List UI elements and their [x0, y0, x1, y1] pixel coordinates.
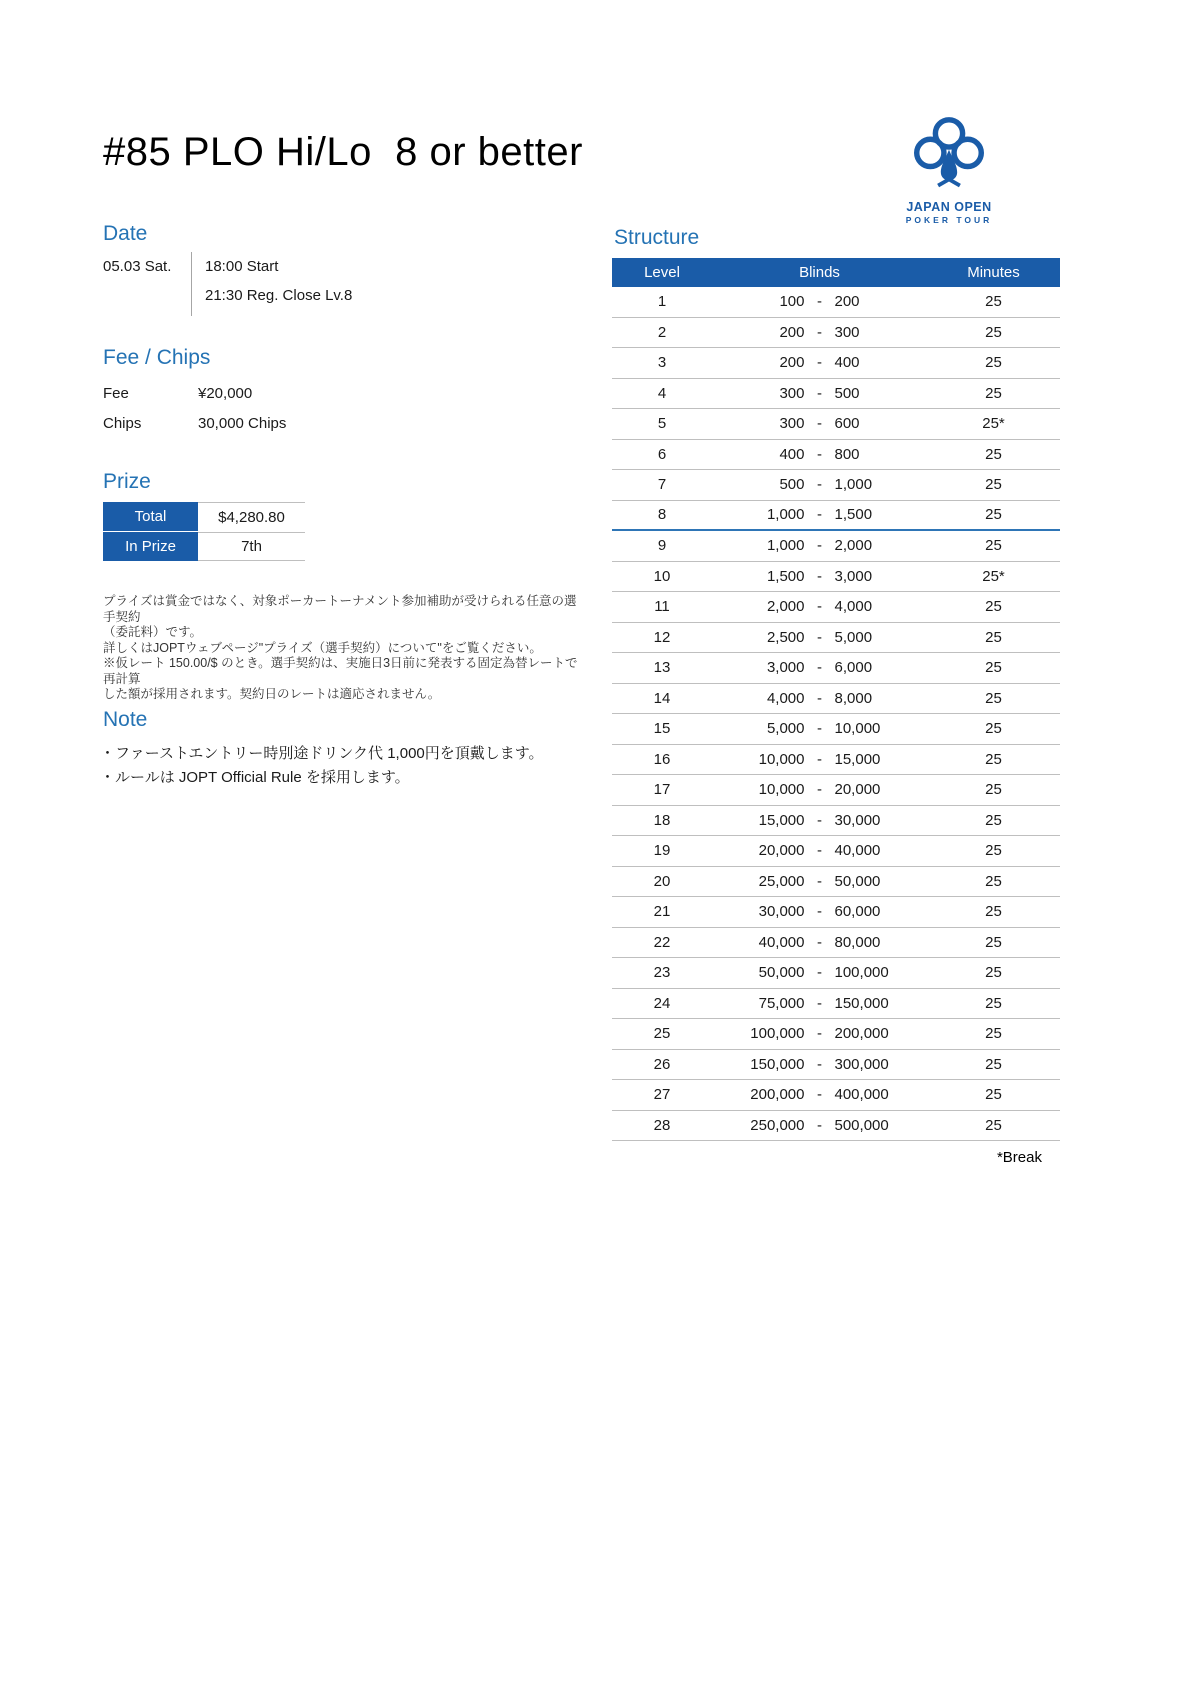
structure-level-row — [612, 592, 1060, 623]
blinds-dash: - — [817, 750, 822, 768]
blinds-dash: - — [817, 415, 822, 433]
big-blind: 6,000 — [834, 659, 873, 677]
big-blind: 1,000 — [834, 476, 873, 494]
small-blind: 2,500 — [766, 628, 805, 646]
big-blind: 2,000 — [834, 537, 873, 555]
structure-level-row — [612, 836, 1060, 867]
prize-inprize-value: 7th — [198, 532, 305, 561]
level-number: 17 — [653, 781, 671, 799]
level-number: 8 — [657, 506, 667, 524]
date-heading: Date — [103, 222, 148, 245]
structure-table — [612, 258, 1060, 1166]
blinds-cell — [712, 751, 927, 768]
note-heading: Note — [103, 708, 148, 731]
level-number: 18 — [653, 811, 671, 829]
minutes-value: 25 — [985, 689, 1002, 707]
blinds-cell — [712, 476, 927, 493]
minutes-value: 25 — [985, 1055, 1002, 1073]
small-blind: 250,000 — [750, 1116, 805, 1134]
small-blind: 300 — [779, 384, 805, 402]
big-blind: 1,500 — [834, 506, 873, 524]
big-blind: 600 — [834, 415, 860, 433]
blinds-cell — [712, 934, 927, 951]
structure-level-row — [612, 684, 1060, 715]
structure-level-row — [612, 989, 1060, 1020]
blinds-dash: - — [817, 537, 822, 555]
column-header-minutes: Minutes — [967, 264, 1020, 281]
small-blind: 75,000 — [758, 994, 805, 1012]
level-number: 5 — [657, 415, 667, 433]
blinds-cell — [712, 690, 927, 707]
blinds-dash: - — [817, 964, 822, 982]
note-item: ・ルールは JOPT Official Rule を採用します。 — [100, 769, 410, 786]
big-blind: 20,000 — [834, 781, 881, 799]
minutes-value: 25 — [985, 1025, 1002, 1043]
structure-level-row — [612, 745, 1060, 776]
blinds-dash: - — [817, 720, 822, 738]
structure-level-row — [612, 562, 1060, 593]
fee-chips-heading: Fee / Chips — [103, 346, 211, 369]
structure-level-row — [612, 1019, 1060, 1050]
jopt-logo — [893, 114, 1005, 225]
blinds-cell — [712, 873, 927, 890]
level-number: 28 — [653, 1116, 671, 1134]
blinds-cell — [712, 1086, 927, 1103]
blinds-dash: - — [817, 1055, 822, 1073]
big-blind: 400,000 — [834, 1086, 889, 1104]
blinds-cell — [712, 629, 927, 646]
disclaimer-line: 詳しくはJOPTウェブページ"プライズ（選手契約）について"をご覧ください。 — [103, 640, 542, 655]
level-number: 11 — [654, 598, 670, 616]
level-number: 13 — [653, 659, 671, 677]
blinds-dash: - — [817, 689, 822, 707]
minutes-value: 25 — [985, 445, 1002, 463]
structure-level-row — [612, 1050, 1060, 1081]
small-blind: 1,000 — [766, 506, 805, 524]
small-blind: 10,000 — [758, 781, 805, 799]
level-number: 4 — [657, 384, 667, 402]
chips-label: Chips — [103, 414, 142, 432]
minutes-value: 25 — [985, 842, 1002, 860]
fee-chips-block — [103, 378, 403, 438]
big-blind: 800 — [834, 445, 860, 463]
disclaimer-line: ※仮レート 150.00/$ のとき。選手契約は、実施日3日前に発表する固定為替レートで再計算 — [103, 656, 578, 686]
minutes-value: 25 — [985, 750, 1002, 768]
blinds-cell — [712, 537, 927, 554]
blinds-dash: - — [817, 476, 822, 494]
blinds-dash: - — [817, 445, 822, 463]
big-blind: 200,000 — [834, 1025, 889, 1043]
blinds-dash: - — [817, 384, 822, 402]
big-blind: 80,000 — [834, 933, 881, 951]
column-header-level: Level — [644, 264, 680, 281]
blinds-cell — [712, 1117, 927, 1134]
level-number: 2 — [657, 323, 667, 341]
big-blind: 300 — [834, 323, 860, 341]
level-number: 26 — [653, 1055, 671, 1073]
blinds-dash: - — [817, 628, 822, 646]
blinds-cell — [712, 659, 927, 676]
minutes-value: 25* — [982, 567, 1005, 585]
blinds-cell — [712, 720, 927, 737]
blinds-dash: - — [817, 1086, 822, 1104]
prize-total-value: $4,280.80 — [198, 502, 305, 531]
prize-inprize-label: In Prize — [103, 532, 198, 561]
small-blind: 5,000 — [766, 720, 805, 738]
structure-level-row — [612, 623, 1060, 654]
level-number: 22 — [653, 933, 671, 951]
minutes-value: 25 — [985, 994, 1002, 1012]
page-title: #85 PLO Hi/Lo 8 or better — [103, 130, 583, 174]
blinds-cell — [712, 415, 927, 432]
blinds-cell — [712, 903, 927, 920]
blinds-dash: - — [817, 293, 822, 311]
structure-level-row — [612, 470, 1060, 501]
big-blind: 5,000 — [834, 628, 873, 646]
blinds-dash: - — [817, 506, 822, 524]
minutes-value: 25 — [985, 506, 1002, 524]
big-blind: 40,000 — [834, 842, 881, 860]
small-blind: 300 — [779, 415, 805, 433]
prize-heading: Prize — [103, 470, 151, 493]
blinds-cell — [712, 781, 927, 798]
minutes-value: 25 — [985, 720, 1002, 738]
small-blind: 500 — [779, 476, 805, 494]
blinds-cell — [712, 385, 927, 402]
small-blind: 200 — [779, 323, 805, 341]
blinds-cell — [712, 995, 927, 1012]
small-blind: 150,000 — [750, 1055, 805, 1073]
date-times — [191, 252, 352, 316]
big-blind: 150,000 — [834, 994, 889, 1012]
blinds-cell — [712, 446, 927, 463]
minutes-value: 25 — [985, 384, 1002, 402]
level-number: 14 — [653, 689, 671, 707]
structure-heading: Structure — [614, 226, 700, 249]
date-block — [103, 252, 352, 316]
small-blind: 15,000 — [758, 811, 805, 829]
structure-level-row — [612, 806, 1060, 837]
start-time: 18:00 Start — [205, 258, 279, 275]
small-blind: 30,000 — [758, 903, 805, 921]
blinds-dash: - — [817, 1025, 822, 1043]
big-blind: 3,000 — [834, 567, 873, 585]
blinds-dash: - — [817, 659, 822, 677]
big-blind: 30,000 — [834, 811, 881, 829]
structure-level-row — [612, 928, 1060, 959]
big-blind: 10,000 — [834, 720, 881, 738]
big-blind: 60,000 — [834, 903, 881, 921]
minutes-value: 25 — [985, 1086, 1002, 1104]
prize-disclaimer — [103, 594, 581, 703]
minutes-value: 25 — [985, 933, 1002, 951]
minutes-value: 25 — [985, 811, 1002, 829]
blinds-dash: - — [817, 567, 822, 585]
level-number: 21 — [653, 903, 671, 921]
note-items — [100, 742, 580, 790]
structure-level-row — [612, 867, 1060, 898]
structure-table-body — [612, 287, 1060, 1141]
small-blind: 20,000 — [758, 842, 805, 860]
note-item: ・ファーストエントリー時別途ドリンク代 1,000円を頂戴します。 — [100, 745, 544, 762]
level-number: 3 — [657, 354, 667, 372]
structure-level-row — [612, 1111, 1060, 1142]
small-blind: 25,000 — [758, 872, 805, 890]
minutes-value: 25 — [985, 659, 1002, 677]
small-blind: 100,000 — [750, 1025, 805, 1043]
blinds-cell — [712, 842, 927, 859]
prize-total-row — [103, 502, 305, 531]
small-blind: 400 — [779, 445, 805, 463]
level-number: 12 — [653, 628, 671, 646]
reg-close-time: 21:30 Reg. Close Lv.8 — [205, 287, 353, 304]
big-blind: 4,000 — [834, 598, 873, 616]
minutes-value: 25 — [985, 628, 1002, 646]
blinds-cell — [712, 506, 927, 523]
date-day: 05.03 Sat. — [103, 258, 172, 275]
small-blind: 2,000 — [766, 598, 805, 616]
blinds-cell — [712, 598, 927, 615]
blinds-dash: - — [817, 872, 822, 890]
big-blind: 200 — [834, 293, 860, 311]
chips-value: 30,000 Chips — [198, 414, 287, 432]
blinds-cell — [712, 324, 927, 341]
structure-level-row — [612, 531, 1060, 562]
minutes-value: 25 — [985, 872, 1002, 890]
club-drop-icon — [893, 114, 1005, 198]
blinds-cell — [712, 964, 927, 981]
blinds-dash: - — [817, 354, 822, 372]
break-footnote: *Break — [996, 1149, 1042, 1166]
structure-level-row — [612, 501, 1060, 532]
level-number: 19 — [653, 842, 671, 860]
small-blind: 1,000 — [766, 537, 805, 555]
level-number: 23 — [653, 964, 671, 982]
minutes-value: 25 — [985, 293, 1002, 311]
minutes-value: 25 — [985, 354, 1002, 372]
structure-level-row — [612, 1080, 1060, 1111]
level-number: 7 — [657, 476, 667, 494]
structure-table-header — [612, 258, 1060, 287]
level-number: 25 — [653, 1025, 671, 1043]
big-blind: 400 — [834, 354, 860, 372]
big-blind: 500,000 — [834, 1116, 889, 1134]
blinds-cell — [712, 1025, 927, 1042]
prize-table — [103, 502, 305, 561]
chips-row — [103, 408, 403, 438]
structure-level-row — [612, 440, 1060, 471]
small-blind: 1,500 — [766, 567, 805, 585]
small-blind: 100 — [779, 293, 805, 311]
blinds-dash: - — [817, 1116, 822, 1134]
level-number: 1 — [657, 293, 667, 311]
big-blind: 8,000 — [834, 689, 873, 707]
blinds-cell — [712, 568, 927, 585]
level-number: 9 — [657, 537, 667, 555]
minutes-value: 25 — [985, 598, 1002, 616]
structure-level-row — [612, 714, 1060, 745]
structure-level-row — [612, 958, 1060, 989]
small-blind: 10,000 — [758, 750, 805, 768]
small-blind: 40,000 — [758, 933, 805, 951]
structure-level-row — [612, 379, 1060, 410]
blinds-cell — [712, 354, 927, 371]
structure-level-row — [612, 897, 1060, 928]
small-blind: 3,000 — [766, 659, 805, 677]
big-blind: 50,000 — [834, 872, 881, 890]
level-number: 15 — [653, 720, 671, 738]
blinds-cell — [712, 812, 927, 829]
blinds-dash: - — [817, 994, 822, 1012]
logo-text-line1: JAPAN OPEN — [906, 200, 992, 214]
level-number: 10 — [653, 567, 671, 585]
minutes-value: 25 — [985, 1116, 1002, 1134]
structure-level-row — [612, 318, 1060, 349]
minutes-value: 25 — [985, 964, 1002, 982]
structure-level-row — [612, 348, 1060, 379]
big-blind: 500 — [834, 384, 860, 402]
small-blind: 50,000 — [758, 964, 805, 982]
fee-row — [103, 378, 403, 408]
small-blind: 200,000 — [750, 1086, 805, 1104]
small-blind: 200 — [779, 354, 805, 372]
big-blind: 100,000 — [834, 964, 889, 982]
blinds-cell — [712, 293, 927, 310]
prize-total-label: Total — [103, 502, 198, 531]
level-number: 20 — [653, 872, 671, 890]
blinds-dash: - — [817, 781, 822, 799]
disclaimer-line: （委託料）です。 — [103, 625, 203, 639]
column-header-blinds: Blinds — [799, 264, 840, 281]
minutes-value: 25 — [985, 537, 1002, 555]
big-blind: 15,000 — [834, 750, 881, 768]
level-number: 16 — [653, 750, 671, 768]
minutes-value: 25 — [985, 903, 1002, 921]
minutes-value: 25* — [982, 415, 1005, 433]
structure-level-row — [612, 775, 1060, 806]
disclaimer-line: プライズは賞金ではなく、対象ポーカートーナメント参加補助が受けられる任意の選手契約 — [103, 594, 577, 624]
minutes-value: 25 — [985, 781, 1002, 799]
blinds-cell — [712, 1056, 927, 1073]
level-number: 27 — [653, 1086, 671, 1104]
level-number: 6 — [657, 445, 667, 463]
fee-label: Fee — [103, 384, 129, 402]
blinds-dash: - — [817, 811, 822, 829]
big-blind: 300,000 — [834, 1055, 889, 1073]
disclaimer-line: した額が採用されます。契約日のレートは適応されません。 — [103, 687, 441, 701]
structure-level-row — [612, 287, 1060, 318]
logo-text-line2: POKER TOUR — [905, 215, 993, 225]
blinds-dash: - — [817, 842, 822, 860]
structure-level-row — [612, 653, 1060, 684]
small-blind: 4,000 — [766, 689, 805, 707]
level-number: 24 — [653, 994, 671, 1012]
blinds-dash: - — [817, 903, 822, 921]
blinds-dash: - — [817, 598, 822, 616]
prize-inprize-row — [103, 532, 305, 561]
minutes-value: 25 — [985, 323, 1002, 341]
minutes-value: 25 — [985, 476, 1002, 494]
structure-level-row — [612, 409, 1060, 440]
blinds-dash: - — [817, 933, 822, 951]
blinds-dash: - — [817, 323, 822, 341]
fee-value: ¥20,000 — [198, 384, 253, 402]
